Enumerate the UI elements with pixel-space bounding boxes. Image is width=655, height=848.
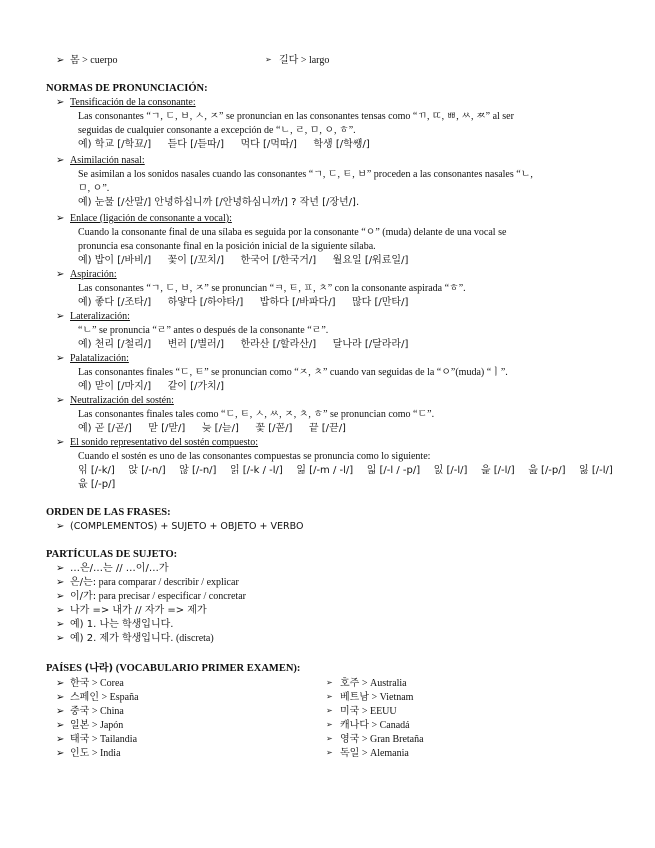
example: 읉 [/-l/] bbox=[480, 465, 515, 476]
particle-item: 예) 1. 나는 학생입니다. bbox=[70, 619, 174, 630]
arrow-bullet-icon: ➢ bbox=[56, 605, 65, 616]
example: 예) 눈물 [/산말/] 안녕하십니까 [/안녕하심니까/] ? 작년 [/장년/]. bbox=[78, 197, 360, 208]
example: 앉 [/-n/] bbox=[128, 465, 166, 476]
arrow-bullet-icon: ➢ bbox=[56, 633, 65, 644]
example: 월요일 [/워료일/] bbox=[332, 255, 409, 266]
arrow-bullet-icon: ➢ bbox=[326, 706, 333, 715]
rule-title: Palatalización: bbox=[70, 353, 129, 364]
particle-item: 예) 2. 제가 학생입니다. (discreta) bbox=[70, 633, 214, 644]
arrow-bullet-icon: ➢ bbox=[56, 692, 65, 703]
rule-text-line: pronuncia esa consonante final en la posición inicial de la siguiente sílaba. bbox=[78, 241, 376, 252]
example: 꽃이 [/꼬치/] bbox=[167, 255, 224, 266]
rule-title: Tensificación de la consonante: bbox=[70, 97, 196, 108]
example: 맏 [/맏/] bbox=[148, 423, 186, 434]
example: 예) 곧 [/곧/] bbox=[78, 423, 132, 434]
example: 예) 학교 [/학꾜/] bbox=[78, 139, 152, 150]
rule-text-line: ㅁ, ㅇ”. bbox=[78, 183, 110, 194]
country-item: 미국 > EEUU bbox=[340, 706, 397, 717]
arrow-bullet-icon: ➢ bbox=[56, 521, 65, 532]
arrow-bullet-icon: ➢ bbox=[265, 55, 272, 64]
rule-text-line: Las consonantes finales “ㄷ, ㅌ” se pronuncian como “ㅈ, ㅊ” cuando van seguidas de la “ㅇ”(muda) “ㅣ”. bbox=[78, 367, 508, 378]
arrow-bullet-icon: ➢ bbox=[326, 692, 333, 701]
top-item-2: 길다 > largo bbox=[279, 55, 330, 66]
rule-text-line: Se asimilan a los sonidos nasales cuando las consonantes “ㄱ, ㄷ, ㅌ, ㅂ” proceden a las consonantes nasales “ㄴ, bbox=[78, 169, 533, 180]
arrow-bullet-icon: ➢ bbox=[56, 269, 65, 280]
example: 꽃 [/꼳/] bbox=[255, 423, 293, 434]
arrow-bullet-icon: ➢ bbox=[56, 353, 65, 364]
country-item: 중국 > China bbox=[70, 706, 124, 717]
section-title-order: ORDEN DE LAS FRASES: bbox=[46, 507, 171, 518]
section-title-countries: PAÍSES (나라) (VOCABULARIO PRIMER EXAMEN): bbox=[46, 663, 301, 674]
rule-examples-continued bbox=[78, 478, 115, 492]
arrow-bullet-icon: ➢ bbox=[56, 311, 65, 322]
example: 읶 [/-k/] bbox=[78, 465, 115, 476]
rule-examples bbox=[78, 296, 422, 310]
rule-title: Neutralización del sostén: bbox=[70, 395, 174, 406]
rule-text-line: Cuando la consonante final de una sílaba es seguida por la consonante “ㅇ” (muda) delante de una vocal se bbox=[78, 227, 507, 238]
example: 잃 [/-l/] bbox=[579, 465, 613, 476]
rule-examples bbox=[78, 254, 422, 268]
arrow-bullet-icon: ➢ bbox=[326, 720, 333, 729]
country-item: 호주 > Australia bbox=[340, 678, 407, 689]
rule-examples bbox=[78, 338, 422, 352]
arrow-bullet-icon: ➢ bbox=[56, 55, 65, 66]
example: 늦 [/늗/] bbox=[201, 423, 239, 434]
example: 예) 맏이 [/마지/] bbox=[78, 381, 152, 392]
arrow-bullet-icon: ➢ bbox=[56, 437, 65, 448]
sentence-order: (COMPLEMENTOS) + SUJETO + OBJETO + VERBO bbox=[70, 521, 304, 532]
rule-text-line: Las consonantes “ㄱ, ㄷ, ㅂ, ㅅ, ㅈ” se pronuncian en las consonantes tensas como “ㄲ, ㄸ, ㅃ, ㅆ, ㅉ” al ser bbox=[78, 111, 514, 122]
rule-examples bbox=[78, 422, 360, 436]
particle-item: …은/…는 // …이/…가 bbox=[70, 563, 169, 574]
section-title-pronunciation: NORMAS DE PRONUNCIACIÓN: bbox=[46, 83, 208, 94]
arrow-bullet-icon: ➢ bbox=[326, 748, 333, 757]
example: 읊 [/-p/] bbox=[528, 465, 566, 476]
country-item: 인도 > India bbox=[70, 748, 121, 759]
arrow-bullet-icon: ➢ bbox=[56, 155, 65, 166]
country-item: 베트남 > Vietnam bbox=[340, 692, 414, 703]
arrow-bullet-icon: ➢ bbox=[56, 619, 65, 630]
arrow-bullet-icon: ➢ bbox=[326, 734, 333, 743]
example: 예) 천리 [/철리/] bbox=[78, 339, 152, 350]
example: 읽 [/-k / -l/] bbox=[229, 465, 283, 476]
example: 않 [/-n/] bbox=[179, 465, 217, 476]
arrow-bullet-icon: ➢ bbox=[56, 213, 65, 224]
country-item: 캐나다 > Canadá bbox=[340, 720, 410, 731]
particle-item: 은/는: para comparar / describir / explicar bbox=[70, 577, 239, 588]
example: 한국어 [/한국거/] bbox=[240, 255, 317, 266]
example: 먹다 [/먹따/] bbox=[240, 139, 297, 150]
example: 듣다 [/듣따/] bbox=[167, 139, 224, 150]
particle-item: 나가 => 내가 // 자가 => 제가 bbox=[70, 605, 207, 616]
example: 예) 좋다 [/조타/] bbox=[78, 297, 152, 308]
example: 같이 [/가치/] bbox=[167, 381, 224, 392]
rule-title: Asimilación nasal: bbox=[70, 155, 145, 166]
arrow-bullet-icon: ➢ bbox=[56, 97, 65, 108]
arrow-bullet-icon: ➢ bbox=[56, 577, 65, 588]
rule-text-line: Las consonantes “ㄱ, ㄷ, ㅂ, ㅈ” se pronuncian “ㅋ, ㅌ, ㅍ, ㅊ” con la consonante aspirada “ㅎ”. bbox=[78, 283, 466, 294]
rule-text-line: seguidas de cualquier consonante a excepción de “ㄴ, ㄹ, ㅁ, ㅇ, ㅎ”. bbox=[78, 125, 356, 136]
arrow-bullet-icon: ➢ bbox=[56, 706, 65, 717]
example: 밥하다 [/바파다/] bbox=[259, 297, 336, 308]
arrow-bullet-icon: ➢ bbox=[56, 748, 65, 759]
arrow-bullet-icon: ➢ bbox=[326, 678, 333, 687]
arrow-bullet-icon: ➢ bbox=[56, 678, 65, 689]
particle-item: 이/가: para precisar / especificar / concretar bbox=[70, 591, 246, 602]
country-item: 일본 > Japón bbox=[70, 720, 124, 731]
example: 끝 [/끋/] bbox=[308, 423, 346, 434]
example: 한라산 [/할라산/] bbox=[240, 339, 317, 350]
example: 잀 [/-l/] bbox=[433, 465, 468, 476]
rule-text-line: Las consonantes finales tales como “ㄷ, ㅌ, ㅅ, ㅆ, ㅈ, ㅊ, ㅎ” se pronuncian como “ㄷ”. bbox=[78, 409, 435, 420]
example: 읎 [/-p/] bbox=[78, 479, 116, 490]
rule-text-line: “ㄴ” se pronuncia “ㄹ” antes o después de la consonante “ㄹ”. bbox=[78, 325, 329, 336]
country-item: 태국 > Tailandia bbox=[70, 734, 138, 745]
rule-examples bbox=[78, 464, 624, 478]
country-item: 스페인 > España bbox=[70, 692, 139, 703]
example: 읾 [/-m / -l/] bbox=[296, 465, 354, 476]
example: 예) 밥이 [/바비/] bbox=[78, 255, 152, 266]
arrow-bullet-icon: ➢ bbox=[56, 395, 65, 406]
rule-examples bbox=[78, 138, 384, 152]
arrow-bullet-icon: ➢ bbox=[56, 734, 65, 745]
rule-title: El sonido representativo del sostén compuesto: bbox=[70, 437, 259, 448]
top-item-1: 몸 > cuerpo bbox=[70, 55, 118, 66]
rule-title: Enlace (ligación de consonante a vocal): bbox=[70, 213, 232, 224]
rule-title: Lateralización: bbox=[70, 311, 130, 322]
example: 학생 [/학쌩/] bbox=[313, 139, 370, 150]
example: 읿 [/-l / -p/] bbox=[366, 465, 421, 476]
arrow-bullet-icon: ➢ bbox=[56, 563, 65, 574]
arrow-bullet-icon: ➢ bbox=[56, 720, 65, 731]
rule-text-line: Cuando el sostén es uno de las consonantes compuestas se pronuncia como lo siguiente: bbox=[78, 451, 431, 462]
rule-examples bbox=[78, 196, 359, 210]
example: 많다 [/만타/] bbox=[351, 297, 409, 308]
rule-title: Aspiración: bbox=[70, 269, 117, 280]
country-item: 독일 > Alemania bbox=[340, 748, 409, 759]
example: 달나라 [/달라라/] bbox=[332, 339, 409, 350]
example: 변러 [/별러/] bbox=[167, 339, 224, 350]
country-item: 한국 > Corea bbox=[70, 678, 124, 689]
country-item: 영국 > Gran Bretaña bbox=[340, 734, 424, 745]
example: 하얗다 [/하야타/] bbox=[167, 297, 244, 308]
section-title-particles: PARTÍCULAS DE SUJETO: bbox=[46, 549, 178, 560]
arrow-bullet-icon: ➢ bbox=[56, 591, 65, 602]
rule-examples bbox=[78, 380, 238, 394]
